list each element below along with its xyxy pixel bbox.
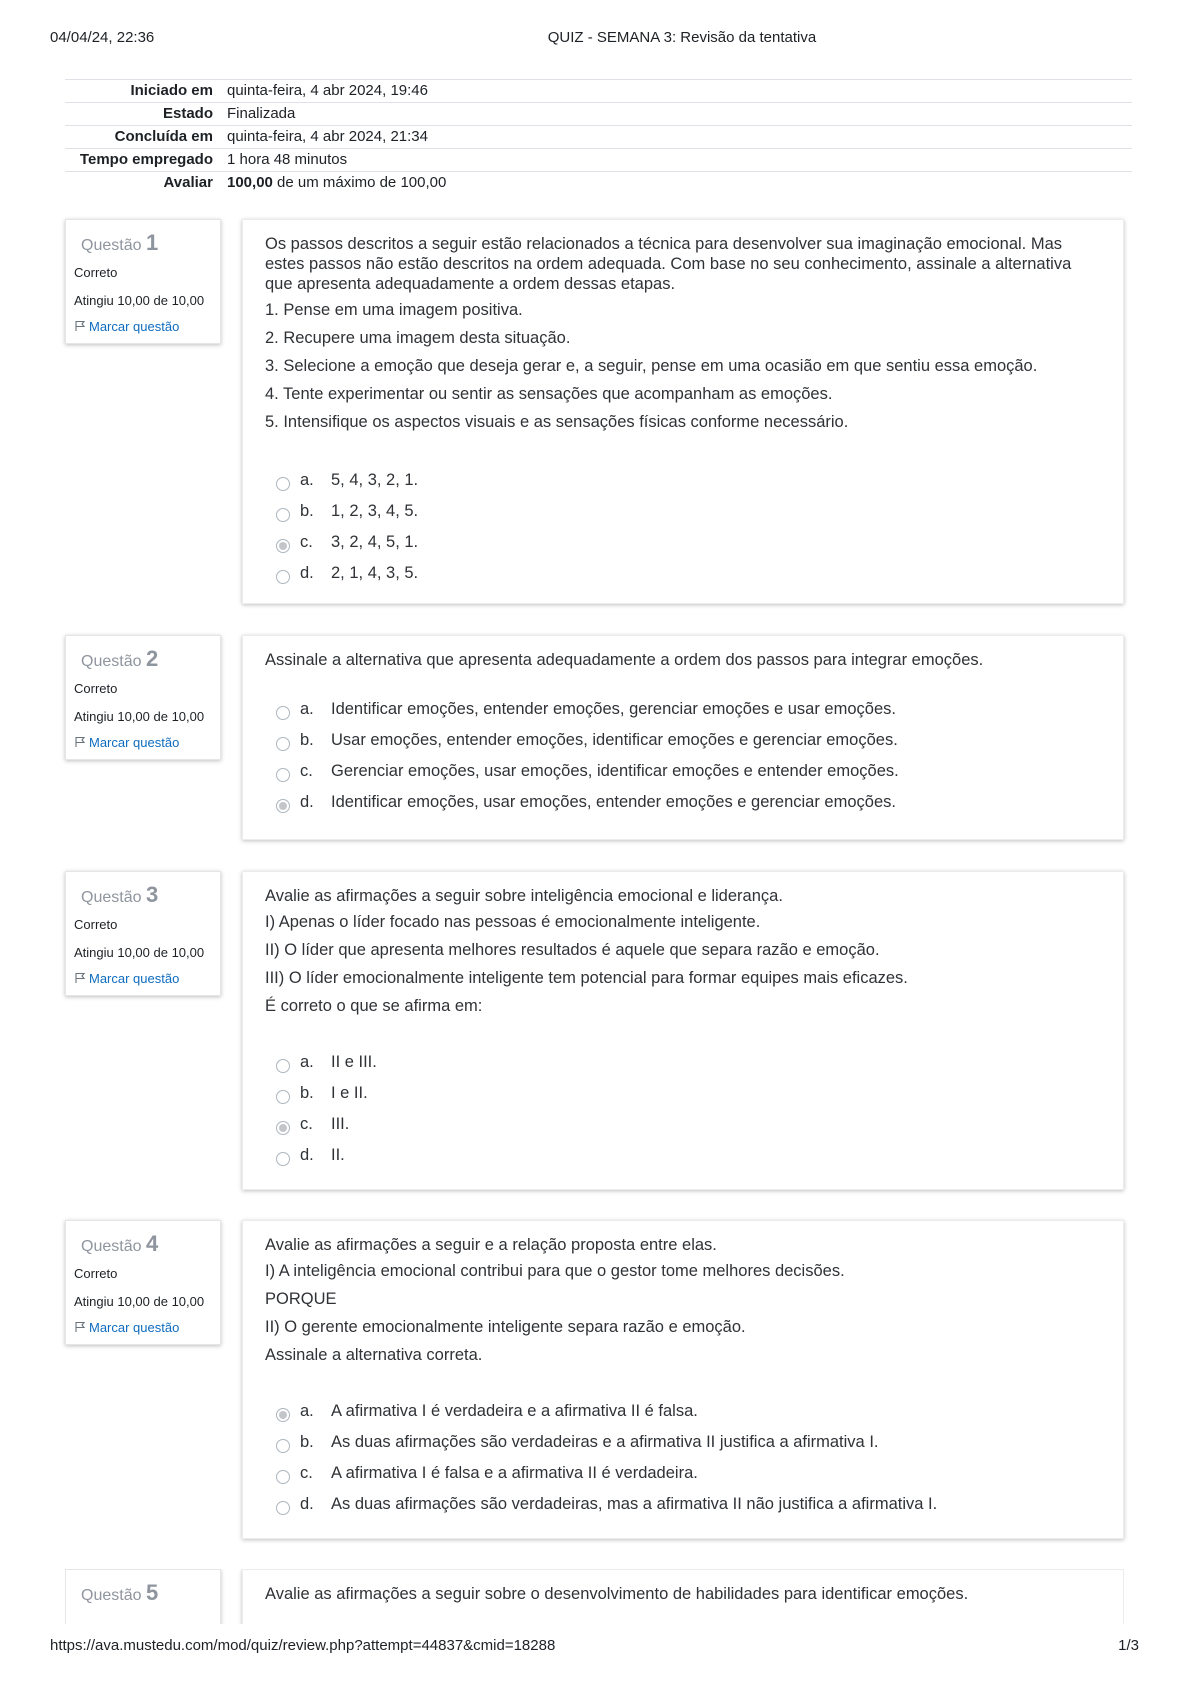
radio-button[interactable] bbox=[276, 1501, 290, 1515]
attempt-summary bbox=[65, 79, 1132, 194]
question-text: Avalie as afirmações a seguir sobre inteligência emocional e liderança. bbox=[265, 887, 783, 905]
question-line: III) O líder emocionalmente inteligente tem potencial para formar equipes mais eficazes. bbox=[265, 969, 908, 987]
question-number: Questão 4 bbox=[81, 1231, 159, 1256]
radio-button[interactable] bbox=[276, 570, 290, 584]
question-content bbox=[242, 635, 1124, 840]
answer-option-d[interactable]: d. II. bbox=[265, 1140, 1103, 1171]
answer-option-b[interactable]: b. As duas afirmações são verdadeiras e a afirmativa II justifica a afirmativa I. bbox=[265, 1427, 1103, 1458]
radio-button[interactable] bbox=[276, 768, 290, 782]
question-line: É correto o que se afirma em: bbox=[265, 997, 483, 1015]
answer-option-a[interactable]: a. A afirmativa I é verdadeira e a afirmativa II é falsa. bbox=[265, 1396, 1103, 1427]
question-state: Correto bbox=[74, 917, 118, 932]
question-line: II) O líder que apresenta melhores resultados é aquele que separa razão e emoção. bbox=[265, 941, 880, 959]
summary-row bbox=[65, 80, 1132, 103]
question-state: Correto bbox=[74, 1266, 118, 1281]
radio-button[interactable] bbox=[276, 508, 290, 522]
question-content bbox=[242, 871, 1124, 1190]
question-state: Correto bbox=[74, 681, 118, 696]
summary-value: 1 hora 48 minutos bbox=[227, 151, 348, 168]
answer-option-b[interactable]: b. I e II. bbox=[265, 1078, 1103, 1109]
answer-option-a[interactable]: a. II e III. bbox=[265, 1047, 1103, 1078]
question-line: 2. Recupere uma imagem desta situação. bbox=[265, 329, 571, 347]
question-info bbox=[65, 635, 221, 760]
question-content bbox=[242, 1220, 1124, 1539]
question-grade: Atingiu 10,00 de 10,00 bbox=[74, 945, 205, 960]
grade-score: 100,00 bbox=[227, 174, 273, 191]
answer-option-c[interactable]: c. A afirmativa I é falsa e a afirmativa II é verdadeira. bbox=[265, 1458, 1103, 1489]
radio-button[interactable] bbox=[276, 1470, 290, 1484]
print-url: https://ava.mustedu.com/mod/quiz/review.php?attempt=44837&cmid=18288 bbox=[50, 1637, 556, 1654]
question-line: 3. Selecione a emoção que deseja gerar e, a seguir, pense em uma ocasião em que sentiu essa emoção. bbox=[265, 357, 1038, 375]
answer-option-c[interactable]: c. 3, 2, 4, 5, 1. bbox=[265, 527, 1103, 558]
radio-button-selected[interactable] bbox=[276, 799, 290, 813]
answer-option-a[interactable]: a. Identificar emoções, entender emoções, gerenciar emoções e usar emoções. bbox=[265, 694, 1103, 725]
radio-button-selected[interactable] bbox=[276, 539, 290, 553]
radio-button[interactable] bbox=[276, 1439, 290, 1453]
radio-button-selected[interactable] bbox=[276, 1408, 290, 1422]
question-text: Avalie as afirmações a seguir e a relação proposta entre elas. bbox=[265, 1236, 717, 1254]
radio-button[interactable] bbox=[276, 737, 290, 751]
question-line: PORQUE bbox=[265, 1290, 337, 1308]
answer-option-d[interactable]: d. 2, 1, 4, 3, 5. bbox=[265, 558, 1103, 589]
question-5 bbox=[65, 1569, 1124, 1624]
print-page-number: 1/3 bbox=[1118, 1637, 1139, 1654]
question-line: 5. Intensifique os aspectos visuais e as sensações físicas conforme necessário. bbox=[265, 413, 849, 431]
question-line: 1. Pense em uma imagem positiva. bbox=[265, 301, 523, 319]
question-text: Os passos descritos a seguir estão relacionados a técnica para desenvolver sua imaginação emocional. Mas estes passos não estão descritos na ordem adequada. Com base no seu conhecimento, assinale a alternativa que apresenta adequadamente a ordem dessas etapas. bbox=[265, 235, 1072, 293]
flag-icon bbox=[74, 972, 86, 984]
answer-options bbox=[265, 1396, 1103, 1520]
radio-button[interactable] bbox=[276, 706, 290, 720]
summary-label: Iniciado em bbox=[130, 82, 213, 99]
print-date: 04/04/24, 22:36 bbox=[50, 29, 155, 46]
summary-label: Avaliar bbox=[163, 174, 213, 191]
question-line: Assinale a alternativa correta. bbox=[265, 1346, 483, 1364]
question-number: Questão 3 bbox=[81, 882, 159, 907]
summary-value bbox=[227, 172, 1132, 195]
question-info bbox=[65, 1220, 221, 1345]
question-state: Correto bbox=[74, 265, 118, 280]
flag-question-button[interactable]: Marcar questão bbox=[74, 735, 212, 750]
summary-row bbox=[65, 103, 1132, 126]
answer-options bbox=[265, 465, 1103, 589]
radio-button[interactable] bbox=[276, 1152, 290, 1166]
summary-label: Estado bbox=[162, 105, 213, 122]
question-grade: Atingiu 10,00 de 10,00 bbox=[74, 709, 205, 724]
question-number: Questão 1 bbox=[81, 230, 159, 255]
question-number: Questão 5 bbox=[81, 1580, 159, 1605]
radio-button[interactable] bbox=[276, 477, 290, 491]
summary-value: quinta-feira, 4 abr 2024, 21:34 bbox=[227, 128, 428, 145]
answer-option-d[interactable]: d. Identificar emoções, usar emoções, entender emoções e gerenciar emoções. bbox=[265, 787, 1103, 818]
question-text: Avalie as afirmações a seguir sobre o desenvolvimento de habilidades para identificar emoções. bbox=[265, 1585, 969, 1603]
radio-button[interactable] bbox=[276, 1090, 290, 1104]
question-grade: Atingiu 10,00 de 10,00 bbox=[74, 1294, 205, 1309]
question-number: Questão 2 bbox=[81, 646, 159, 671]
answer-options bbox=[265, 694, 1103, 818]
answer-option-b[interactable]: b. 1, 2, 3, 4, 5. bbox=[265, 496, 1103, 527]
question-info bbox=[65, 1569, 221, 1624]
flag-icon bbox=[74, 320, 86, 332]
radio-button[interactable] bbox=[276, 1059, 290, 1073]
radio-button-selected[interactable] bbox=[276, 1121, 290, 1135]
answer-options bbox=[265, 1047, 1103, 1171]
question-text: Assinale a alternativa que apresenta adequadamente a ordem dos passos para integrar emoções. bbox=[265, 651, 984, 669]
summary-row bbox=[65, 149, 1132, 172]
summary-row-grade bbox=[65, 172, 1132, 195]
question-line: 4. Tente experimentar ou sentir as sensações que acompanham as emoções. bbox=[265, 385, 833, 403]
summary-row bbox=[65, 126, 1132, 149]
question-line: II) O gerente emocionalmente inteligente separa razão e emoção. bbox=[265, 1318, 746, 1336]
grade-max: de um máximo de 100,00 bbox=[272, 174, 447, 191]
answer-option-b[interactable]: b. Usar emoções, entender emoções, identificar emoções e gerenciar emoções. bbox=[265, 725, 1103, 756]
question-line: I) Apenas o líder focado nas pessoas é emocionalmente inteligente. bbox=[265, 913, 761, 931]
question-line: I) A inteligência emocional contribui para que o gestor tome melhores decisões. bbox=[265, 1262, 845, 1280]
print-title: QUIZ - SEMANA 3: Revisão da tentativa bbox=[547, 29, 817, 46]
question-info bbox=[65, 219, 221, 344]
summary-label: Concluída em bbox=[114, 128, 213, 145]
summary-value: quinta-feira, 4 abr 2024, 19:46 bbox=[227, 82, 428, 99]
answer-option-c[interactable]: c. Gerenciar emoções, usar emoções, identificar emoções e entender emoções. bbox=[265, 756, 1103, 787]
flag-icon bbox=[74, 1321, 86, 1333]
answer-option-c[interactable]: c. III. bbox=[265, 1109, 1103, 1140]
flag-question-button[interactable]: Marcar questão bbox=[74, 971, 212, 986]
answer-option-d[interactable]: d. As duas afirmações são verdadeiras, mas a afirmativa II não justifica a afirmativa I. bbox=[265, 1489, 1103, 1520]
flag-question-button[interactable]: Marcar questão bbox=[74, 1320, 212, 1335]
flag-question-button[interactable]: Marcar questão bbox=[74, 319, 212, 334]
flag-icon bbox=[74, 736, 86, 748]
summary-value: Finalizada bbox=[227, 105, 296, 122]
summary-label: Tempo empregado bbox=[79, 151, 213, 168]
question-info bbox=[65, 871, 221, 996]
answer-option-a[interactable]: a. 5, 4, 3, 2, 1. bbox=[265, 465, 1103, 496]
question-content bbox=[242, 219, 1124, 604]
question-grade: Atingiu 10,00 de 10,00 bbox=[74, 293, 205, 308]
question-content bbox=[242, 1569, 1124, 1624]
